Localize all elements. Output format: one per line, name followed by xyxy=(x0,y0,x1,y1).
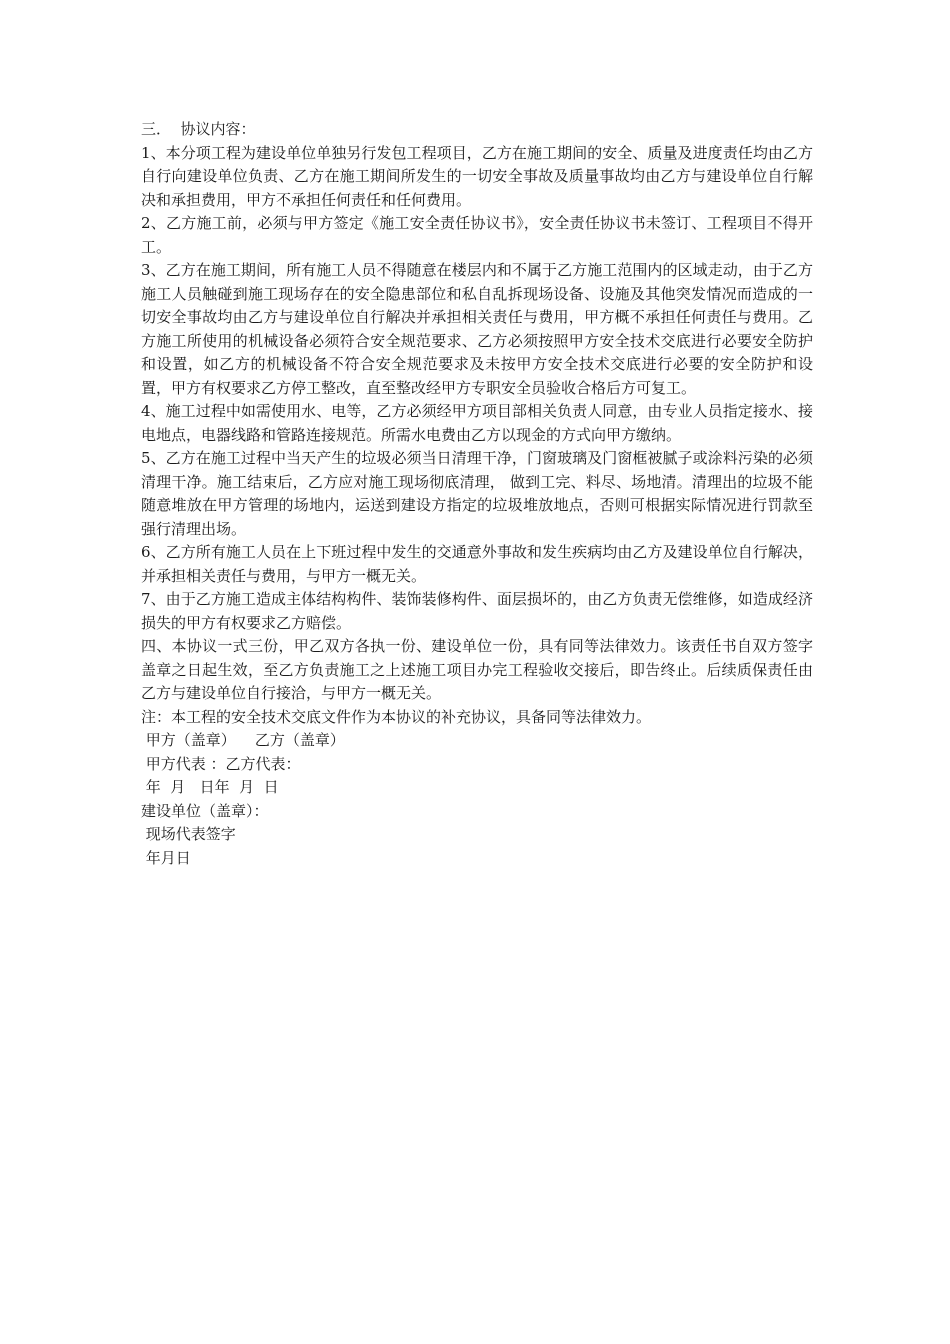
clause-4: 4、施工过程中如需使用水、电等，乙方必须经甲方项目部相关负责人同意，由专业人员指定接水、接电地点，电器线路和管路连接规范。所需水电费由乙方以现金的方式向甲方缴纳。 xyxy=(141,402,813,444)
clause-7: 7、由于乙方施工造成主体结构构件、装饰装修构件、面层损坏的，由乙方负责无偿维修，如造成经济损失的甲方有权要求乙方赔偿。 xyxy=(141,590,813,632)
section-heading: 三． 协议内容： xyxy=(141,120,256,138)
site-representative-signature: 现场代表签字 xyxy=(141,825,236,843)
clause-5: 5、乙方在施工过程中当天产生的垃圾必须当日清理干净，门窗玻璃及门窗框被腻子或涂料污染的必须清理干净。施工结束后，乙方应对施工现场彻底清理， 做到工完、料尽、场地清。清理出的垃圾不能随意堆放在甲方管理的场地内，运送到建设方指定的垃圾堆放地点，否则可根据实际情况进行罚款至强行清理出场。 xyxy=(141,449,813,538)
seal-line: 甲方（盖章） 乙方（盖章） xyxy=(141,731,345,749)
document-body xyxy=(141,118,813,870)
clause-6: 6、乙方所有施工人员在上下班过程中发生的交通意外事故和发生疾病均由乙方及建设单位自行解决，并承担相关责任与费用，与甲方一概无关。 xyxy=(141,543,813,585)
clause-1: 1、本分项工程为建设单位单独另行发包工程项目，乙方在施工期间的安全、质量及进度责任均由乙方自行向建设单位负责、乙方在施工期间所发生的一切安全事故及质量事故均由乙方与建设单位自行解决和承担费用，甲方不承担任何责任和任何费用。 xyxy=(141,143,813,209)
construction-unit-seal: 建设单位（盖章）： xyxy=(141,801,269,820)
clause-2: 2、乙方施工前，必须与甲方签定《施工安全责任协议书》，安全责任协议书未签订、工程项目不得开工。 xyxy=(141,214,813,256)
clause-3: 3、乙方在施工期间，所有施工人员不得随意在楼层内和不属于乙方施工范围内的区域走动，由于乙方施工人员触碰到施工现场存在的安全隐患部位和私自乱拆现场设备、设施及其他突发情况而造成的一切安全事故均由乙方与建设单位自行解决并承担相关责任与费用，甲方概不承担任何责任与费用。乙方施工所使用的机械设备必须符合安全规范要求、乙方必须按照甲方安全技术交底进行必要安全防护和设置，如乙方的机械设备不符合安全规范要求及未按甲方安全技术交底进行必要的安全防护和设置，甲方有权要求乙方停工整改，直至整改经甲方专职安全员验收合格后方可复工。 xyxy=(141,261,813,397)
date-line: 年 月 日年 月 日 xyxy=(141,778,279,796)
signature-date: 年月日 xyxy=(141,848,191,867)
representative-line: 甲方代表 ：乙方代表： xyxy=(141,754,301,773)
section-four: 四、本协议一式三份，甲乙双方各执一份、建设单位一份，具有同等法律效力。该责任书自双方签字盖章之日起生效，至乙方负责施工之上述施工项目办完工程验收交接后，即告终止。后续质保责任由乙方与建设单位自行接洽，与甲方一概无关。 xyxy=(141,637,813,702)
note: 注：本工程的安全技术交底文件作为本协议的补充协议，具备同等法律效力。 xyxy=(141,707,652,726)
